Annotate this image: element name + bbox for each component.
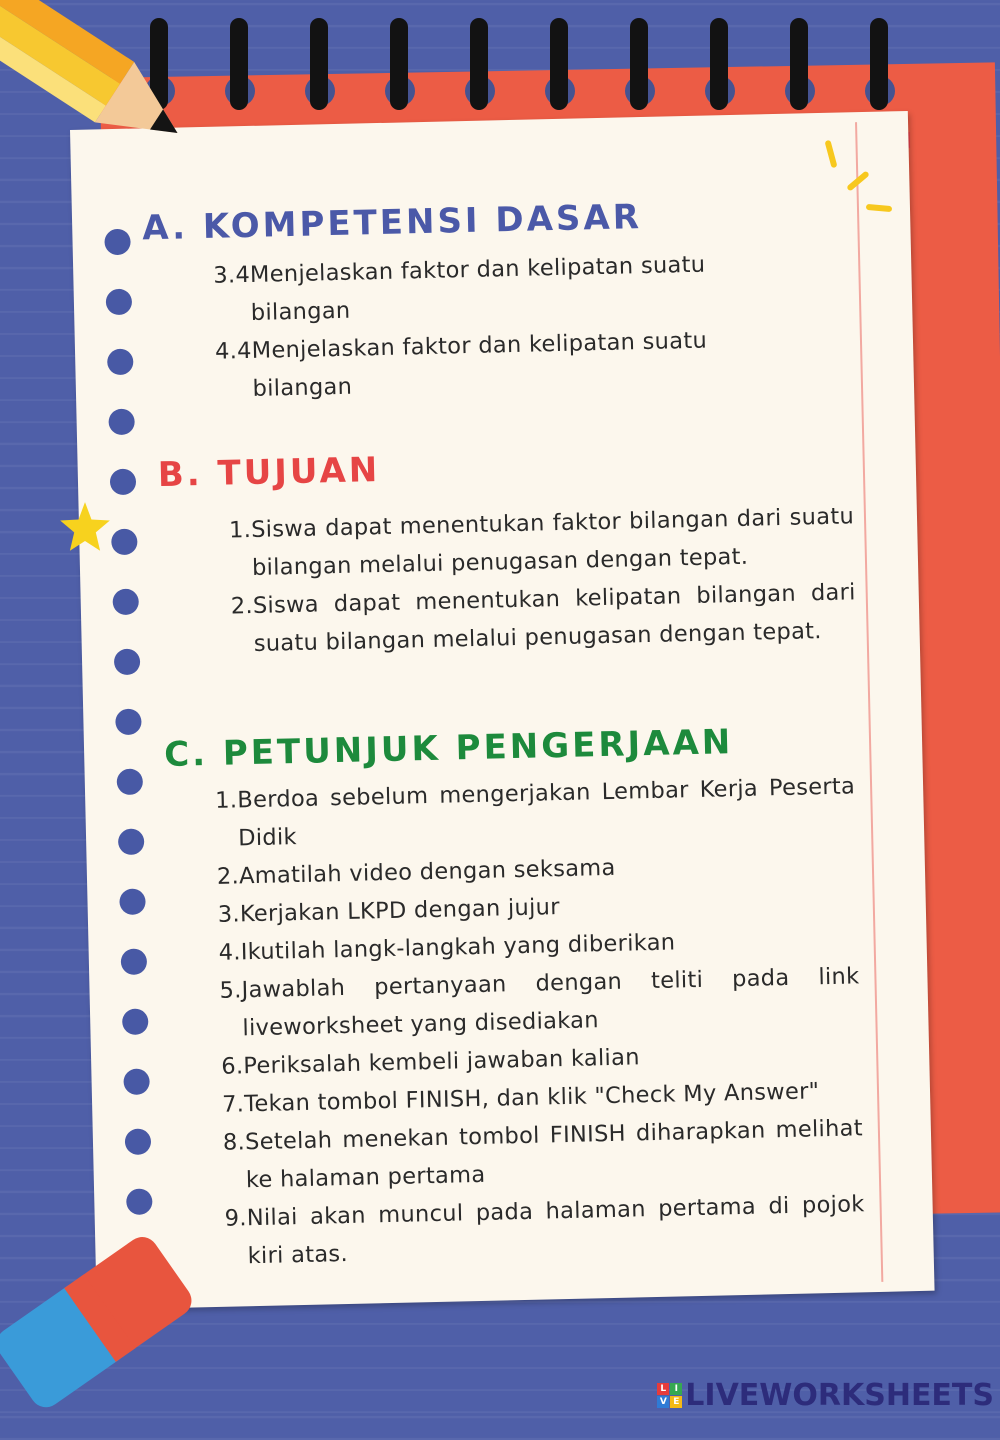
item-text: Setelah menekan tombol FINISH diharapkan melihat ke halaman pertama — [244, 1115, 864, 1194]
item-number: 3. — [217, 901, 241, 928]
item-number: 2. — [216, 863, 240, 890]
item-number: 9. — [224, 1205, 248, 1232]
punch-hole — [117, 769, 144, 796]
punch-hole — [107, 349, 134, 376]
worksheet-paper — [70, 111, 935, 1310]
punch-hole — [106, 289, 133, 316]
item-text: Periksalah kembeli jawaban kalian — [243, 1044, 641, 1080]
eraser-icon — [0, 1210, 220, 1440]
item-number: 4. — [218, 939, 242, 966]
item-text: Ikutilah langk-langkah yang diberikan — [240, 929, 676, 966]
section-a-list — [213, 245, 756, 409]
list-item — [224, 1185, 866, 1276]
item-text: Jawablah pertanyaan dengan teliti pada link liveworksheet yang disediakan — [241, 963, 860, 1042]
watermark-text: LIVEWORKSHEETS — [685, 1378, 994, 1413]
list-item — [215, 321, 757, 409]
item-number: 1. — [228, 516, 252, 544]
section-c-list — [215, 767, 866, 1275]
item-text: Tekan tombol FINISH, dan klik "Check My Answer" — [243, 1078, 820, 1118]
section-b-list — [229, 497, 857, 663]
list-item — [229, 497, 856, 587]
pencil-icon — [0, 0, 250, 190]
item-number: 3.4 — [213, 261, 251, 289]
punch-hole — [112, 589, 139, 616]
list-item — [219, 957, 861, 1048]
punch-hole — [122, 1008, 149, 1035]
item-text: Berdoa sebelum mengerjakan Lembar Kerja Peserta Didik — [237, 773, 856, 852]
punch-hole — [119, 888, 146, 915]
logo-letter: I — [670, 1383, 682, 1395]
punch-hole — [104, 229, 131, 256]
item-number: 5. — [219, 977, 242, 1004]
liveworksheets-watermark — [657, 1378, 994, 1413]
punch-hole — [114, 649, 141, 676]
logo-letter: L — [657, 1383, 669, 1395]
item-text: Menjelaskan faktor dan kelipatan suatu bilangan — [251, 327, 708, 402]
item-text: Nilai akan muncul pada halaman pertama di pojok kiri atas. — [246, 1191, 865, 1270]
section-a-heading: A. KOMPETENSI DASAR — [141, 197, 643, 249]
punch-hole — [115, 709, 142, 736]
star-icon — [58, 500, 112, 554]
list-item — [215, 767, 857, 858]
punch-hole — [110, 469, 137, 496]
list-item — [230, 573, 857, 663]
liveworksheets-logo — [657, 1383, 682, 1408]
punch-hole — [125, 1128, 152, 1155]
item-text: Amatilah video dengan seksama — [238, 854, 616, 890]
punch-hole — [111, 529, 138, 556]
item-number: 7. — [221, 1091, 245, 1118]
item-text: Siswa dapat menentukan kelipatan bilangan dari suatu bilangan melalui penugasan dengan tepat. — [252, 579, 856, 657]
punch-hole — [118, 829, 145, 856]
worksheet-content — [142, 192, 896, 1277]
item-text: Kerjakan LKPD dengan jujur — [239, 894, 561, 928]
punch-hole — [123, 1068, 150, 1095]
list-item — [213, 245, 755, 333]
item-text: Siswa dapat menentukan faktor bilangan dari suatu bilangan melalui penugasan dengan tepat. — [250, 503, 855, 581]
list-item — [223, 1109, 865, 1200]
item-number: 2. — [230, 592, 254, 620]
section-c-heading: C. PETUNJUK PENGERJAAN — [163, 722, 734, 776]
item-number: 8. — [222, 1129, 246, 1156]
logo-letter: E — [670, 1396, 682, 1408]
item-text: Menjelaskan faktor dan kelipatan suatu bilangan — [249, 251, 706, 326]
section-b-heading: B. TUJUAN — [157, 450, 381, 496]
punch-hole — [121, 948, 148, 975]
item-number: 6. — [220, 1053, 244, 1080]
item-number: 4.4 — [214, 337, 253, 365]
punch-hole — [108, 409, 135, 436]
item-number: 1. — [214, 787, 238, 814]
logo-letter: V — [657, 1396, 669, 1408]
